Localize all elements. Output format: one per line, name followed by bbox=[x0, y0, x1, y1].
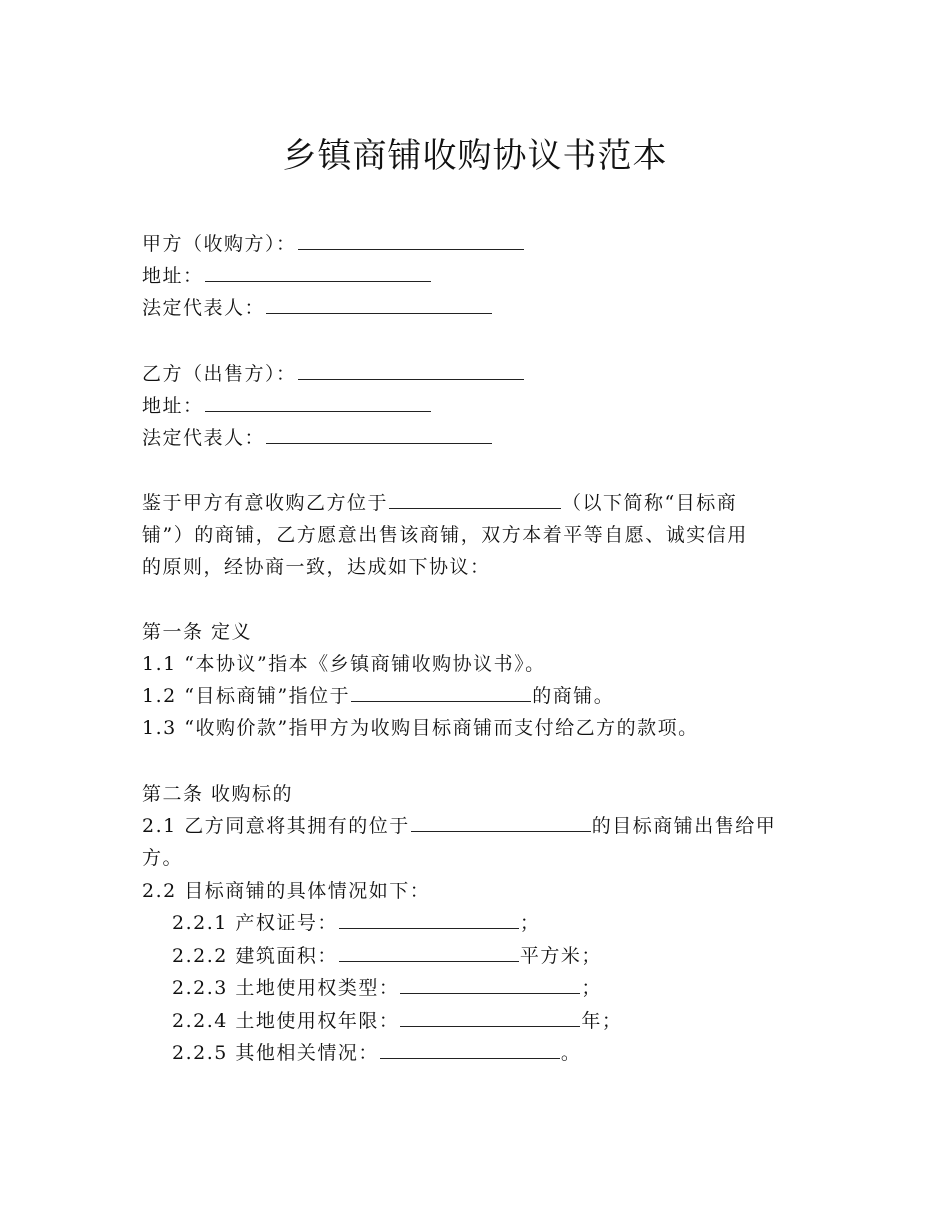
preamble-text-1a: 鉴于甲方有意收购乙方位于 bbox=[142, 492, 389, 514]
clause-1-2 bbox=[142, 680, 614, 712]
clause-2-1 bbox=[142, 810, 776, 842]
clause-2-1-text-b: 的目标商铺出售给甲 bbox=[591, 815, 777, 837]
article-2-heading: 第二条 收购标的 bbox=[142, 783, 294, 805]
preamble-line-2: 铺”）的商铺，乙方愿意出售该商铺，双方本着平等自愿、诚实信用 bbox=[142, 524, 748, 546]
clause-1-2-text-b: 的商铺。 bbox=[532, 685, 615, 707]
clause-2-2-5-end: 。 bbox=[560, 1042, 582, 1064]
clause-2-2-3 bbox=[172, 972, 602, 1004]
party-a-address-blank bbox=[205, 261, 431, 282]
clause-1-2-blank bbox=[351, 681, 531, 702]
clause-2-2-4-label: 2.2.4 土地使用权年限： bbox=[172, 1010, 400, 1032]
preamble-location-blank bbox=[389, 488, 561, 509]
preamble-line-3: 的原则，经协商一致，达成如下协议： bbox=[142, 556, 491, 578]
clause-2-2-3-label: 2.2.3 土地使用权类型： bbox=[172, 977, 400, 999]
party-a-address-label: 地址： bbox=[142, 265, 204, 287]
clause-2-2-5-blank bbox=[380, 1038, 560, 1059]
clause-2-1-continued: 方。 bbox=[142, 847, 184, 869]
clause-2-2: 2.2 目标商铺的具体情况如下： bbox=[142, 880, 431, 902]
clause-2-2-1-label: 2.2.1 产权证号： bbox=[172, 912, 338, 934]
clause-2-1-text-a: 2.1 乙方同意将其拥有的位于 bbox=[142, 815, 410, 837]
clause-2-2-2-label: 2.2.2 建筑面积： bbox=[172, 945, 338, 967]
party-b-address-label: 地址： bbox=[142, 395, 204, 417]
party-a-address-line bbox=[142, 260, 432, 292]
party-b-blank bbox=[298, 359, 524, 380]
clause-2-2-4 bbox=[172, 1005, 622, 1037]
clause-1-3: 1.3 “收购价款”指甲方为收购目标商铺而支付给乙方的款项。 bbox=[142, 717, 699, 739]
clause-2-2-2 bbox=[172, 940, 602, 972]
party-a-rep-blank bbox=[266, 293, 492, 314]
clause-2-2-1-end: ； bbox=[519, 912, 541, 934]
party-b-line bbox=[142, 358, 525, 390]
clause-2-2-1 bbox=[172, 907, 540, 939]
party-a-rep-label: 法定代表人： bbox=[142, 297, 266, 319]
party-b-address-blank bbox=[205, 391, 431, 412]
clause-2-2-5 bbox=[172, 1037, 581, 1069]
clause-2-2-2-end: 平方米； bbox=[519, 945, 602, 967]
party-b-rep-line bbox=[142, 422, 493, 454]
clause-2-2-3-end: ； bbox=[581, 977, 602, 999]
clause-2-2-2-blank bbox=[339, 941, 519, 962]
clause-1-2-text-a: 1.2 “目标商铺”指位于 bbox=[142, 685, 351, 707]
party-b-label: 乙方（出售方）： bbox=[142, 363, 297, 385]
clause-2-2-1-blank bbox=[339, 908, 519, 929]
preamble-text-1b: （以下简称“目标商 bbox=[562, 492, 738, 514]
clause-2-2-5-label: 2.2.5 其他相关情况： bbox=[172, 1042, 379, 1064]
party-b-rep-label: 法定代表人： bbox=[142, 427, 266, 449]
party-b-rep-blank bbox=[266, 423, 492, 444]
party-a-blank bbox=[298, 229, 524, 250]
clause-2-2-3-blank bbox=[400, 973, 580, 994]
party-a-label: 甲方（收购方）： bbox=[142, 233, 297, 255]
clause-2-1-blank bbox=[411, 811, 591, 832]
party-a-rep-line bbox=[142, 292, 493, 324]
clause-2-2-4-end: 年； bbox=[581, 1010, 623, 1032]
article-1-heading: 第一条 定义 bbox=[142, 621, 253, 643]
preamble-line-1 bbox=[142, 487, 737, 519]
clause-1-1: 1.1 “本协议”指本《乡镇商铺收购协议书》。 bbox=[142, 653, 546, 675]
party-a-line bbox=[142, 228, 525, 260]
clause-2-2-4-blank bbox=[400, 1006, 580, 1027]
document-title: 乡镇商铺收购协议书范本 bbox=[282, 136, 668, 176]
party-b-address-line bbox=[142, 390, 432, 422]
